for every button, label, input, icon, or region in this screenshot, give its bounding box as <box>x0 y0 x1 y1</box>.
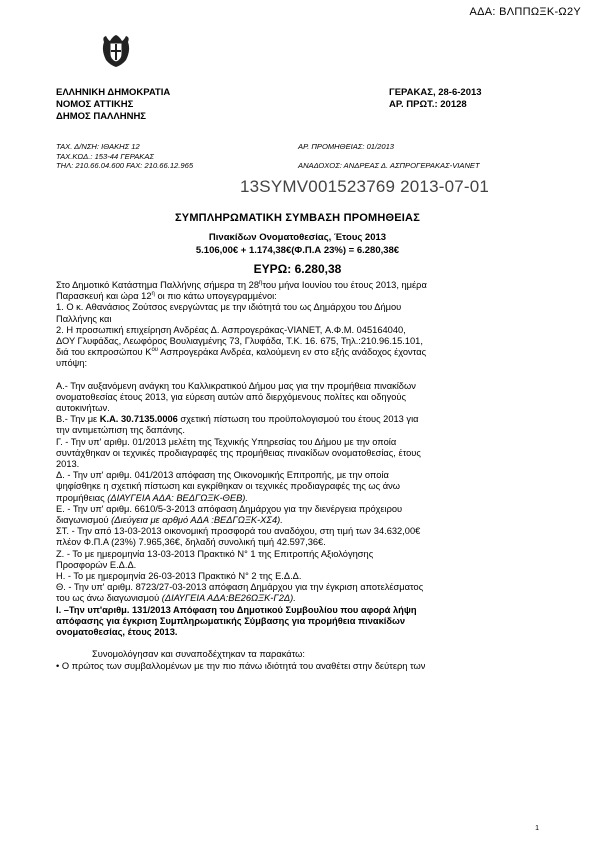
clause-d-line-2: ψηφίσθηκε η σχετική πίστωση και εγκρίθηκαν οι τεχνικές προδιαγραφές της ως άνω <box>56 481 400 492</box>
contact-info <box>56 142 193 171</box>
contract-amount-breakdown: 5.106,00€ + 1.174,38€(Φ.Π.Α 23%) = 6.280,38€ <box>195 245 400 256</box>
party-2-line-4: υπόψη: <box>56 358 88 369</box>
place-date: ΓΕΡΑΚΑΣ, 28-6-2013 <box>389 87 482 98</box>
contract-amount-total: ΕΥΡΩ: 6.280,38 <box>253 262 342 276</box>
budget-code: Κ.Α. 30.7135.0006 <box>99 414 178 425</box>
procurement-number: ΑΡ. ΠΡΟΜΗΘΕΙΑΣ: 01/2013 <box>298 142 395 151</box>
ada-code: ΑΔΑ: ΒΛΠΠΩΞΚ-Ω2Υ <box>469 6 581 18</box>
party-2-line-2: ΔΟΥ Γλυφάδας, Λεωφόρος Βουλιαγμένης 73, Γλυφάδα, Τ.Κ. 16. 675, Τηλ.:210.96.15.101, <box>56 336 423 347</box>
clause-a-line-3: αυτοκινήτων. <box>56 403 110 414</box>
address: ΤΑΧ. Δ/ΝΣΗ: ΙΘΑΚΗΣ 12 <box>56 142 140 151</box>
clause-th-line-2: του ως άνω διαγωνισμού (ΔΙΑΥΓΕΙΑ ΑΔΑ:ΒΕ26ΩΞΚ-Γ2Δ). <box>56 593 296 604</box>
issuer-municipality: ΔΗΜΟΣ ΠΑΛΛΗΝΗΣ <box>56 111 147 122</box>
clause-st-line-1: ΣΤ. - Την από 13-03-2013 οικονομική προσφορά του αναδόχου, στη τιμή των 34.632,00€ <box>56 526 421 537</box>
date-protocol-block <box>389 87 482 111</box>
clause-d-line-3: προμήθειας (ΔΙΑΥΓΕΙΑ ΑΔΑ: ΒΕΔΓΩΞΚ-ΘΕΒ). <box>56 492 248 503</box>
clause-st-line-2: πλέον Φ.Π.Α (23%) 7.965,36€, δηλαδή συνολική τιμή 42.597,36€. <box>56 537 326 548</box>
clause-a-line-1: Α.- Την αυξανόμενη ανάγκη του Καλλικρατικού Δήμου μας για την προμήθεια πινακίδων <box>56 380 416 391</box>
clause-z-line-2: Προσφορών Ε.Δ.Δ. <box>56 559 137 570</box>
clause-z-line-1: Ζ. - Το με ημερομηνία 13-03-2013 Πρακτικό Ν° 1 της Επιτροπής Αξιολόγησης <box>56 548 374 559</box>
party-1-line-1: 1. Ο κ. Αθανάσιος Ζούτσος ενεργώντας με την ιδιότητά του ως Δημάρχου του Δήμου <box>56 302 402 313</box>
clause-e-line-2: διαγωνισμού (Διεύγεια με αρθμό ΑΔΑ :ΒΕΔΓΩΞΚ-ΧΣ4). <box>56 515 283 526</box>
clause-i-line-2: απόφασης για έγκριση Συμπληρωματικής Σύμβασης για προμήθεια πινακίδων <box>56 615 406 626</box>
bullet-line-1: • Ο πρώτος των συμβαλλομένων με την πιο πάνω ιδιότητά του αναθέτει στην δεύτερη των <box>56 660 426 671</box>
clause-e-line-1: Ε. - Την υπ' αριθμ. 6610/5-3-2013 απόφαση Δημάρχου για την διενέργεια πρόχειρου <box>56 503 403 514</box>
clause-h-line-1: Η. - Το με ημερομηνία 26-03-2013 Πρακτικό Ν° 2 της Ε.Δ.Δ. <box>56 571 302 582</box>
issuer-prefecture: ΝΟΜΟΣ ΑΤΤΙΚΗΣ <box>56 99 134 110</box>
contract-body <box>56 280 536 672</box>
clause-b-line-1: Β.- Την με Κ.Α. 30.7135.0006 σχετική πίστωση του προϋπολογισμού του έτους 2013 για <box>56 414 419 425</box>
intro-line-1: Στο Δημοτικό Κατάστημα Παλλήνης σήμερα τη $28^\eta\tau o\upsilon$ μήνα Ιουνίου του έτους 2013, ημέρα <box>56 279 427 290</box>
postal-code: ΤΑΧ.ΚΩΔ.: 153-44 ΓΕΡΑΚΑΣ <box>56 151 154 161</box>
clause-i-line-3: ονοματοθεσίας, έτους 2013. <box>56 627 178 638</box>
registration-number: 13SYMV001523769 2013-07-01 <box>240 177 490 196</box>
protocol-number: ΑΡ. ΠΡΩΤ.: 20128 <box>389 99 467 110</box>
clause-b-line-2: την αντιμετώπιση της δαπάνης. <box>56 425 185 436</box>
clause-g-line-1: Γ. - Την υπ' αριθμ. 01/2013 μελέτη της Τεχνικής Υπηρεσίας του Δήμου με την οποία <box>56 436 397 447</box>
intro-line-2: Παρασκευή και ώρα $12^\eta$ οι πιο κάτω υπογεγραμμένοι: <box>56 291 277 302</box>
party-2-line-3: διά του εκπροσώπου $K^{o\upsilon}$ Ασπρογεράκα Ανδρέα, καλούμενη εν στο εξής ανάδοχος έχοντας <box>56 347 427 358</box>
clause-i-line-1: Ι. –Την υπ'αριθμ. 131/2013 Απόφαση του Δημοτικού Συμβουλίου που αφορά λήψη <box>56 604 417 615</box>
greek-emblem-icon <box>100 34 132 68</box>
clause-a-line-2: ονοματοθεσίας έτους 2013, για εύρεση αυτών από διερχόμενους πολίτες και οδηγούς <box>56 391 406 402</box>
party-1-line-2: Παλλήνης και <box>56 313 112 324</box>
issuer-country: ΕΛΛΗΝΙΚΗ ΔΗΜΟΚΡΑΤΙΑ <box>56 87 171 98</box>
phone-fax: ΤΗΛ: 210.66.04.600 FAX: 210.66.12.965 <box>56 161 194 170</box>
issuer-block <box>56 87 170 123</box>
clause-d-line-1: Δ. - Την υπ' αριθμ. 041/2013 απόφαση της Οικονομικής Επιτροπής, με την οποία <box>56 470 389 481</box>
clause-g-line-3: 2013. <box>56 459 80 470</box>
page-number: 1 <box>535 825 539 832</box>
clause-th-line-1: Θ. - Την υπ' αριθμ. 8723/27-03-2013 απόφαση Δημάρχου για την έγκριση αποτελέσματος <box>56 582 424 593</box>
contract-subtitle: Πινακίδων Ονοματοθεσίας, Έτους 2013 <box>208 232 387 243</box>
contractor: ΑΝΑΔΟΧΟΣ: ΑΝΔΡΕΑΣ Δ. ΑΣΠΡΟΓΕΡΑΚΑΣ-VIANET <box>298 161 480 170</box>
agreement-intro: Συνομολόγησαν και συναποδέχτηκαν τα παρακάτω: <box>92 649 305 660</box>
party-2-line-1: 2. Η προσωπική επιχείρηση Ανδρέας Δ. Ασπρογεράκας-VIANET, Α.Φ.Μ. 045164040, <box>56 324 406 335</box>
clause-g-line-2: συντάχθηκαν οι τεχνικές προδιαγραφές της προμήθειας πινακίδων ονοματοθεσίας, έτους <box>56 447 421 458</box>
contract-title: ΣΥΜΠΛΗΡΩΜΑΤΙΚΗ ΣΥΜΒΑΣΗ ΠΡΟΜΗΘΕΙΑΣ <box>174 212 421 224</box>
